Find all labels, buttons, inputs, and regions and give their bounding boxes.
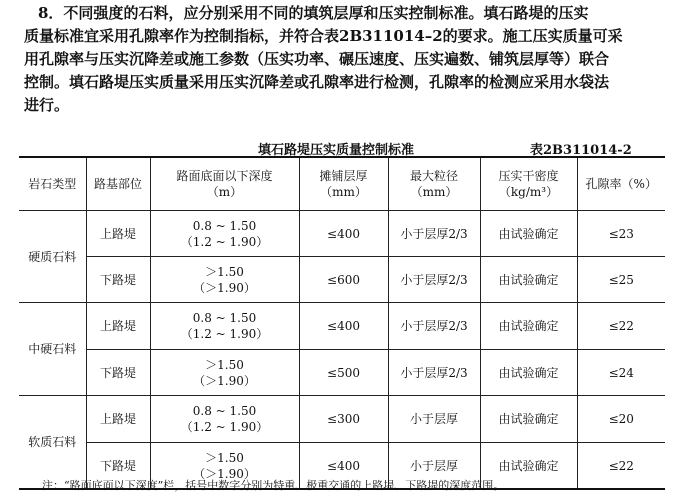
particle-cell: 小于层厚	[388, 396, 480, 443]
depth-heavy-value: （1.2 ~ 1.90）	[180, 234, 269, 249]
body-paragraph	[24, 2, 664, 117]
depth-heavy-value: （1.2 ~ 1.90）	[180, 420, 269, 434]
particle-cell: 小于层厚	[388, 443, 480, 490]
position-cell: 下路堤	[86, 443, 150, 490]
particle-cell: 小于层厚2/3	[388, 350, 480, 396]
position-cell: 上路堤	[86, 211, 150, 257]
header-porosity: 孔隙率（%）	[577, 157, 665, 211]
layer-cell: ≤300	[299, 396, 388, 443]
position-cell: 下路堤	[86, 257, 150, 303]
porosity-cell: ≤22	[577, 443, 665, 490]
layer-cell: ≤400	[299, 303, 388, 350]
porosity-cell: ≤20	[577, 396, 665, 443]
header-rock-type: 岩石类型	[19, 157, 86, 211]
header-layer-unit: （mm）	[320, 185, 367, 199]
paragraph-line: 质量标准宜采用孔隙率作为控制指标，并符合表2B311014–2的要求。施工压实质量可采	[24, 27, 623, 45]
density-cell: 由试验确定	[480, 396, 577, 443]
depth-cell	[150, 303, 299, 350]
paragraph-line: 控制。填石路堤压实质量采用压实沉降差或孔隙率进行检测，孔隙率的检测应采用水袋法	[24, 73, 610, 91]
table-number: 表2B311014-2	[530, 143, 632, 158]
table-row	[19, 350, 665, 396]
compaction-standard-table	[19, 156, 665, 490]
porosity-cell: ≤25	[577, 257, 665, 303]
paragraph-line: 8．不同强度的石料，应分别采用不同的填筑层厚和压实控制标准。填石路堤的压实	[38, 4, 589, 22]
position-cell: 上路堤	[86, 303, 150, 350]
table-row	[19, 211, 665, 257]
paragraph-line: 用孔隙率与压实沉降差或施工参数（压实功率、碾压速度、压实遍数、铺筑层厚等）联合	[24, 50, 610, 68]
particle-cell: 小于层厚2/3	[388, 211, 480, 257]
layer-cell: ≤400	[299, 443, 388, 490]
paragraph-line: 进行。	[24, 96, 70, 114]
depth-cell	[150, 396, 299, 443]
depth-value: ＞1.50	[205, 357, 244, 372]
particle-cell: 小于层厚2/3	[388, 303, 480, 350]
depth-heavy-value: （＞1.90）	[193, 373, 256, 388]
header-depth-label: 路面底面以下深度	[176, 169, 273, 183]
depth-heavy-value: （＞1.90）	[193, 280, 256, 295]
rock-type-cell: 软质石料	[19, 396, 86, 490]
density-cell: 由试验确定	[480, 303, 577, 350]
depth-cell	[150, 350, 299, 396]
layer-cell: ≤600	[299, 257, 388, 303]
header-particle	[388, 157, 480, 211]
density-cell: 由试验确定	[480, 350, 577, 396]
table-row	[19, 257, 665, 303]
porosity-cell: ≤22	[577, 303, 665, 350]
header-particle-unit: （mm）	[410, 185, 458, 199]
rock-type-cell: 中硬石料	[19, 303, 86, 396]
table-title: 填石路堤压实质量控制标准	[258, 143, 415, 158]
header-position: 路基部位	[86, 157, 150, 211]
layer-cell: ≤400	[299, 211, 388, 257]
rock-type-cell: 硬质石料	[19, 211, 86, 303]
porosity-cell: ≤24	[577, 350, 665, 396]
position-cell: 下路堤	[86, 350, 150, 396]
density-cell: 由试验确定	[480, 257, 577, 303]
density-cell: 由试验确定	[480, 443, 577, 490]
header-density-unit: （kg/m³）	[498, 185, 559, 199]
porosity-cell: ≤23	[577, 211, 665, 257]
header-depth-unit: （m）	[206, 185, 243, 199]
depth-cell	[150, 211, 299, 257]
header-density-label: 压实干密度	[498, 169, 559, 183]
table-row	[19, 396, 665, 443]
depth-value: ＞1.50	[205, 450, 244, 465]
header-layer-label: 摊铺层厚	[319, 169, 368, 183]
table-footnote: 注：“路面底面以下深度”栏，括号中数字分别为特重、极重交通的上路堤、下路堤的深度范围。	[42, 479, 505, 492]
depth-value: 0.8 ~ 1.50	[192, 311, 257, 325]
depth-value: ＞1.50	[205, 264, 244, 279]
depth-cell	[150, 257, 299, 303]
depth-heavy-value: （＞1.90）	[193, 466, 256, 481]
depth-heavy-value: （1.2 ~ 1.90）	[180, 327, 269, 341]
header-layer	[299, 157, 388, 211]
density-cell: 由试验确定	[480, 211, 577, 257]
header-particle-label: 最大粒径	[409, 169, 458, 183]
position-cell: 上路堤	[86, 396, 150, 443]
header-density	[480, 157, 577, 211]
depth-value: 0.8 ~ 1.50	[192, 404, 257, 418]
particle-cell: 小于层厚2/3	[388, 257, 480, 303]
layer-cell: ≤500	[299, 350, 388, 396]
table-row	[19, 303, 665, 350]
table-header-row	[19, 157, 665, 211]
header-depth	[150, 157, 299, 211]
depth-value: 0.8 ~ 1.50	[192, 218, 257, 233]
